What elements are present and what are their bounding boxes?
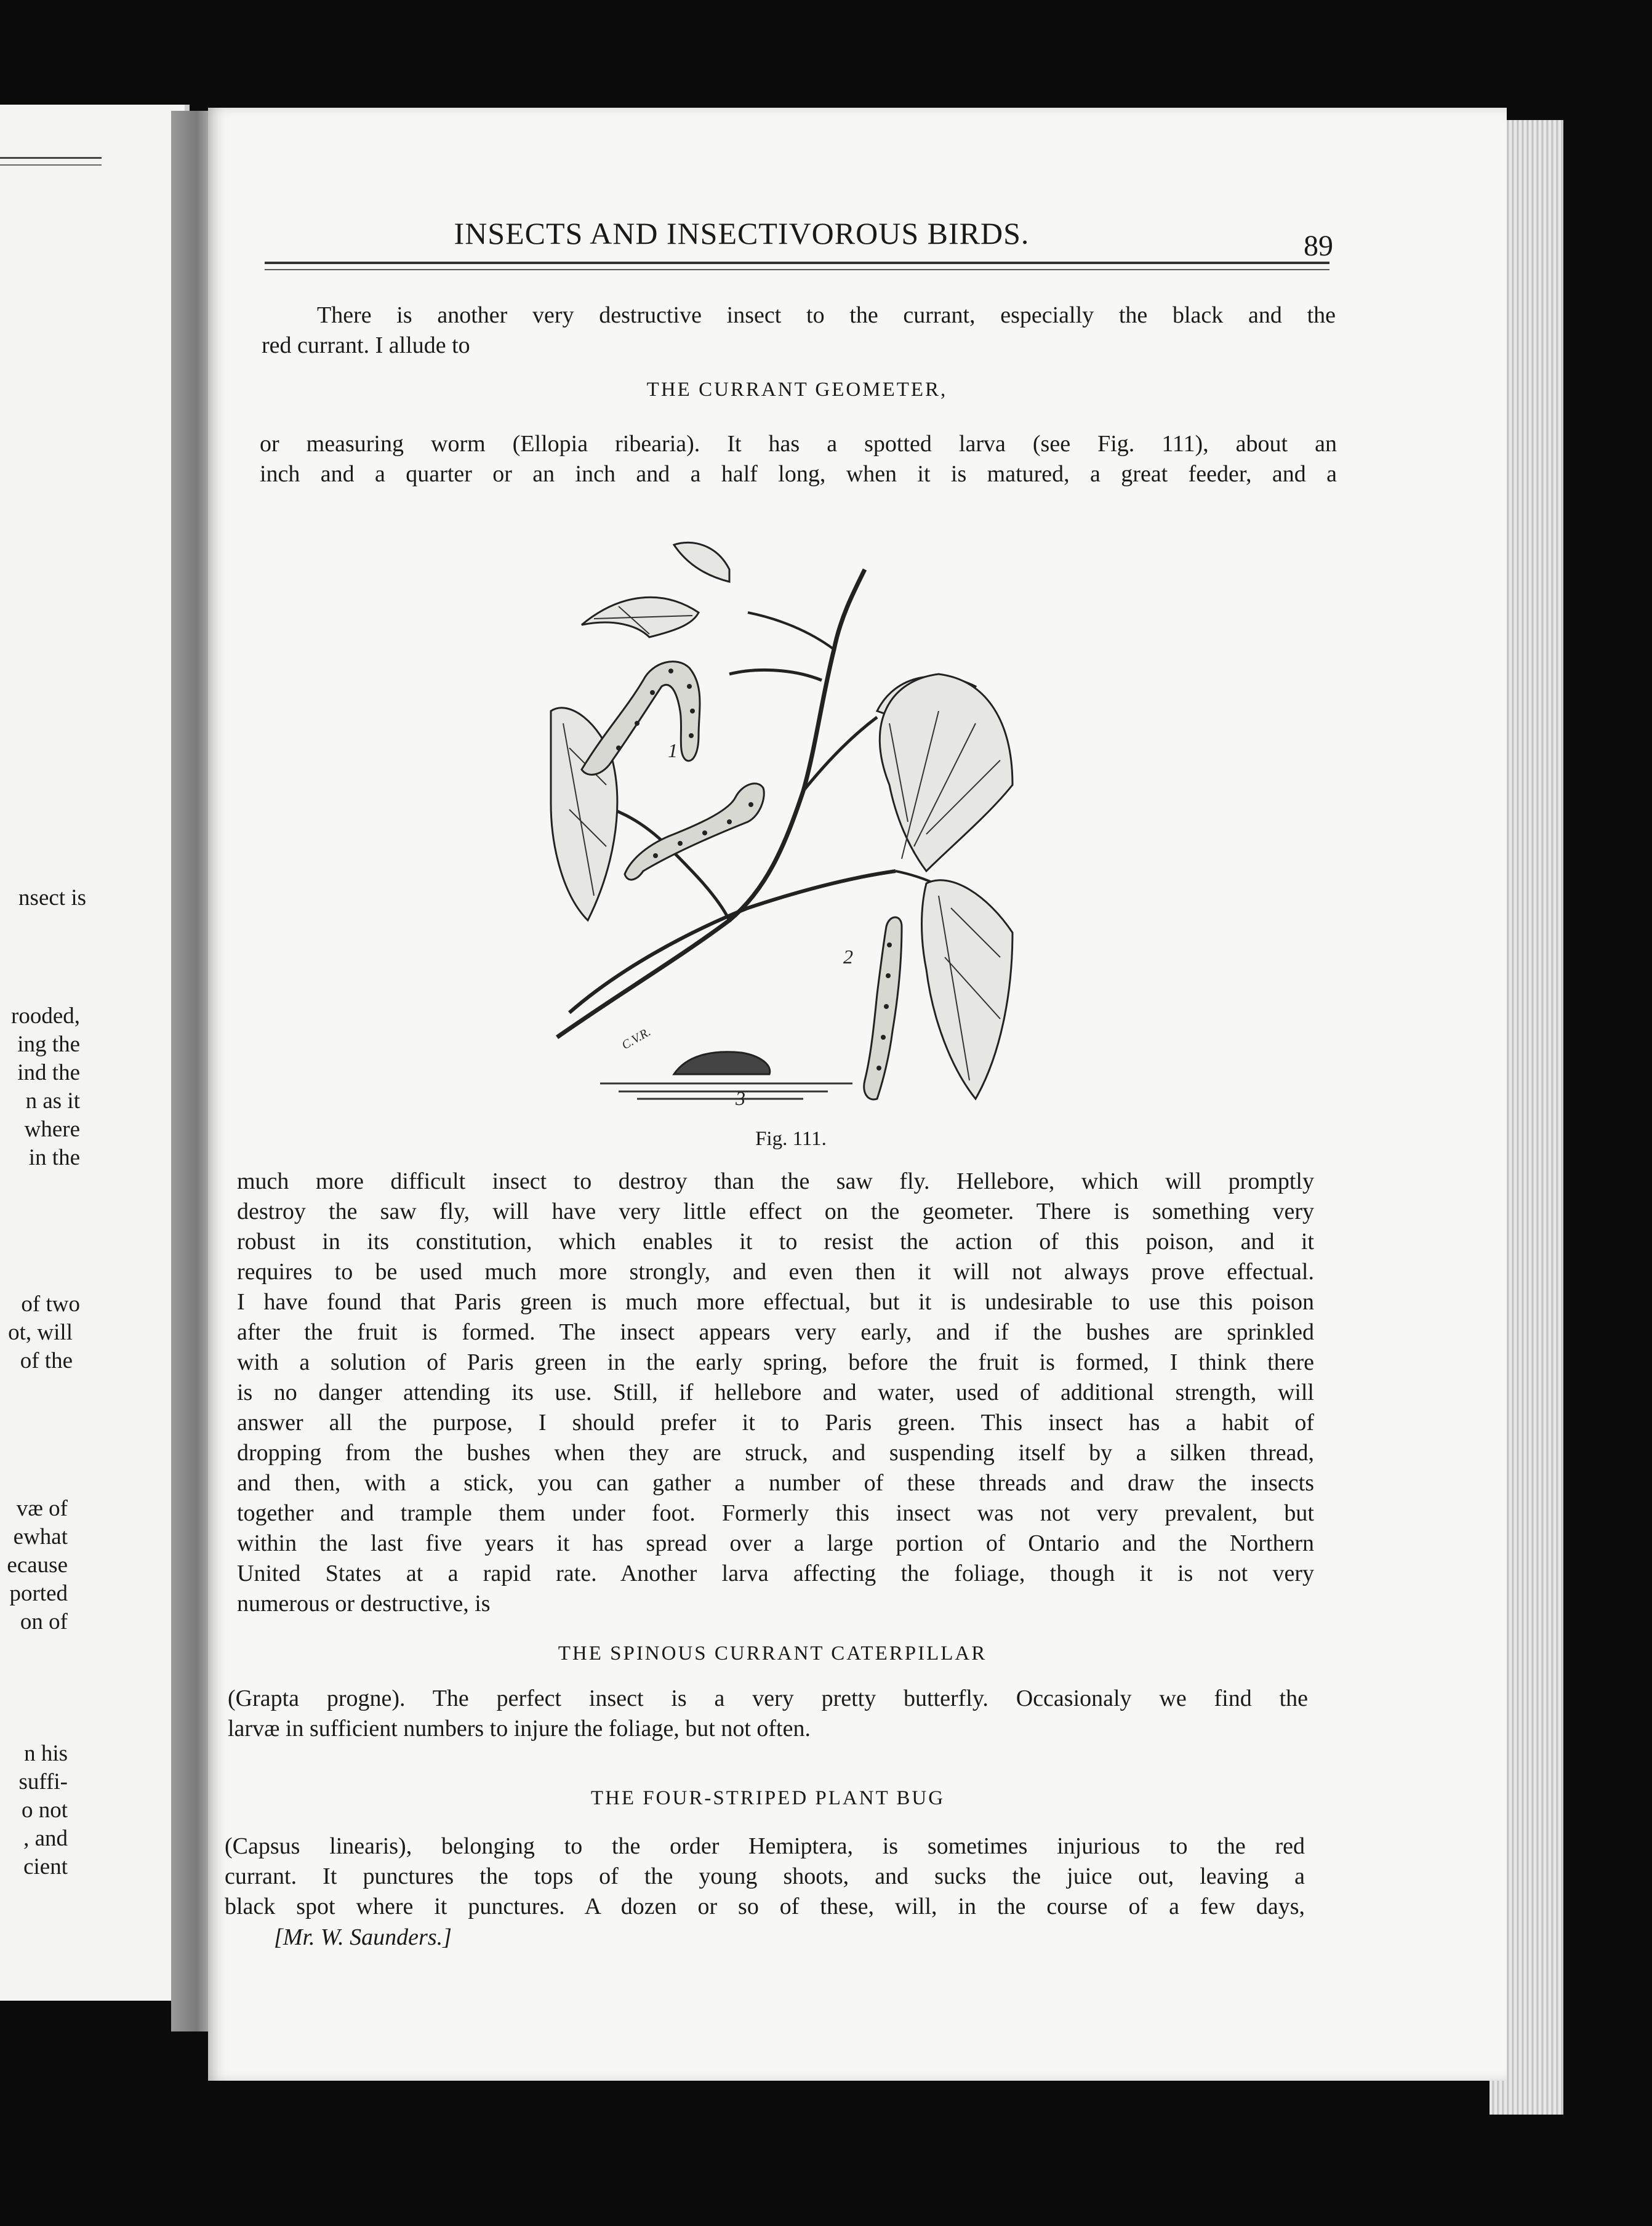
text-line: black spot where it punctures. A dozen or so of these, will, in the course of a few days, (225, 1894, 1305, 1919)
text-line: and then, with a stick, you can gather a number of these threads and draw the insects (237, 1470, 1314, 1496)
intro-paragraph (262, 300, 1336, 361)
text-line: within the last five years it has spread over a large portion of Ontario and the Northern (237, 1530, 1314, 1556)
geometer-paragraph (260, 429, 1337, 489)
left-fragment: cient (23, 1854, 68, 1879)
left-fragment: rooded, (11, 1003, 80, 1029)
text-line: robust in its constitution, which enables it to resist the action of this poison, and it (237, 1229, 1314, 1255)
plantbug-paragraph (225, 1831, 1305, 1922)
figure-label-2: 2 (843, 946, 853, 968)
left-fragment: ewhat (13, 1524, 68, 1549)
text-line: numerous or destructive, is (237, 1591, 491, 1617)
left-fragment: ing the (17, 1032, 80, 1057)
left-fragment: , and (23, 1826, 68, 1851)
text-line: larvæ in sufficient numbers to injure the foliage, but not often. (228, 1716, 811, 1742)
text-line: much more difficult insect to destroy than the saw fly. Hellebore, which will promptly (237, 1168, 1314, 1194)
text-line: with a solution of Paris green in the early spring, before the fruit is formed, I think there (237, 1349, 1314, 1375)
spinous-paragraph (228, 1684, 1308, 1744)
text-line: together and trample them under foot. Formerly this insect was not very prevalent, but (237, 1500, 1314, 1526)
text-line: I have found that Paris green is much more effectual, but it is undesirable to use this poison (237, 1289, 1314, 1315)
figure-label-3: 3 (736, 1087, 745, 1109)
figure-111-engraving (545, 526, 1025, 1139)
running-head: INSECTS AND INSECTIVOROUS BIRDS. (454, 216, 1030, 251)
author-credit: [Mr. W. Saunders.] (274, 1924, 452, 1950)
left-fragment: ot, will (8, 1320, 73, 1345)
page-number: 89 (1304, 230, 1333, 262)
text-line: (Grapta progne). The perfect insect is a very pretty butterfly. Occasionaly we find the (228, 1686, 1308, 1711)
left-fragment: of the (20, 1348, 73, 1373)
left-fragment: ind the (17, 1060, 80, 1085)
header-rule-secondary (265, 269, 1329, 270)
left-fragment: nsect is (18, 885, 86, 910)
text-line: requires to be used much more strongly, and even then it will not always prove effectual. (237, 1259, 1314, 1285)
figure-label-1: 1 (668, 739, 678, 761)
text-line: destroy the saw fly, will have very little effect on the geometer. There is something very (237, 1199, 1314, 1224)
left-fragment: where (24, 1117, 80, 1142)
left-fragment: o not (21, 1798, 68, 1823)
figure-caption: Fig. 111. (755, 1128, 827, 1150)
header-rule (265, 262, 1329, 264)
body-paragraph (237, 1167, 1314, 1619)
heading-currant-geometer: THE CURRANT GEOMETER, (646, 379, 948, 401)
left-fragment: of two (21, 1292, 80, 1317)
left-fragment: n his (24, 1741, 68, 1766)
left-fragment: ported (9, 1581, 68, 1606)
left-page-rule-secondary (0, 164, 102, 166)
heading-spinous-caterpillar: THE SPINOUS CURRANT CATERPILLAR (558, 1642, 987, 1665)
left-page-rule (0, 157, 102, 159)
heading-plant-bug: THE FOUR-STRIPED PLANT BUG (590, 1787, 945, 1809)
text-line: or measuring worm (Ellopia ribearia). It has a spotted larva (see Fig. 111), about an (260, 431, 1337, 457)
text-line: currant. It punctures the tops of the young shoots, and sucks the juice out, leaving a (225, 1863, 1305, 1889)
text-line: is no danger attending its use. Still, if hellebore and water, used of additional strength, will (237, 1380, 1314, 1405)
text-line: answer all the purpose, I should prefer it to Paris green. This insect has a habit of (237, 1410, 1314, 1436)
text-line: There is another very destructive insect to the currant, especially the black and the (317, 302, 1336, 328)
left-fragment: in the (28, 1145, 80, 1170)
text-line: after the fruit is formed. The insect appears very early, and if the bushes are sprinkled (237, 1319, 1314, 1345)
left-fragment: on of (20, 1609, 68, 1634)
text-line: (Capsus linearis), belonging to the order Hemiptera, is sometimes injurious to the red (225, 1833, 1305, 1859)
figure-signature: C.V.R. (619, 1025, 653, 1053)
text-line: inch and a quarter or an inch and a half long, when it is matured, a great feeder, and a (260, 461, 1337, 487)
left-fragment: n as it (25, 1088, 80, 1114)
left-fragment: suffi- (18, 1769, 68, 1794)
left-fragment: ecause (7, 1553, 68, 1578)
text-line: red currant. I allude to (262, 332, 470, 358)
text-line: United States at a rapid rate. Another larva affecting the foliage, though it is not very (237, 1561, 1314, 1586)
left-fragment: væ of (16, 1496, 68, 1521)
text-line: dropping from the bushes when they are struck, and suspending itself by a silken thread, (237, 1440, 1314, 1466)
